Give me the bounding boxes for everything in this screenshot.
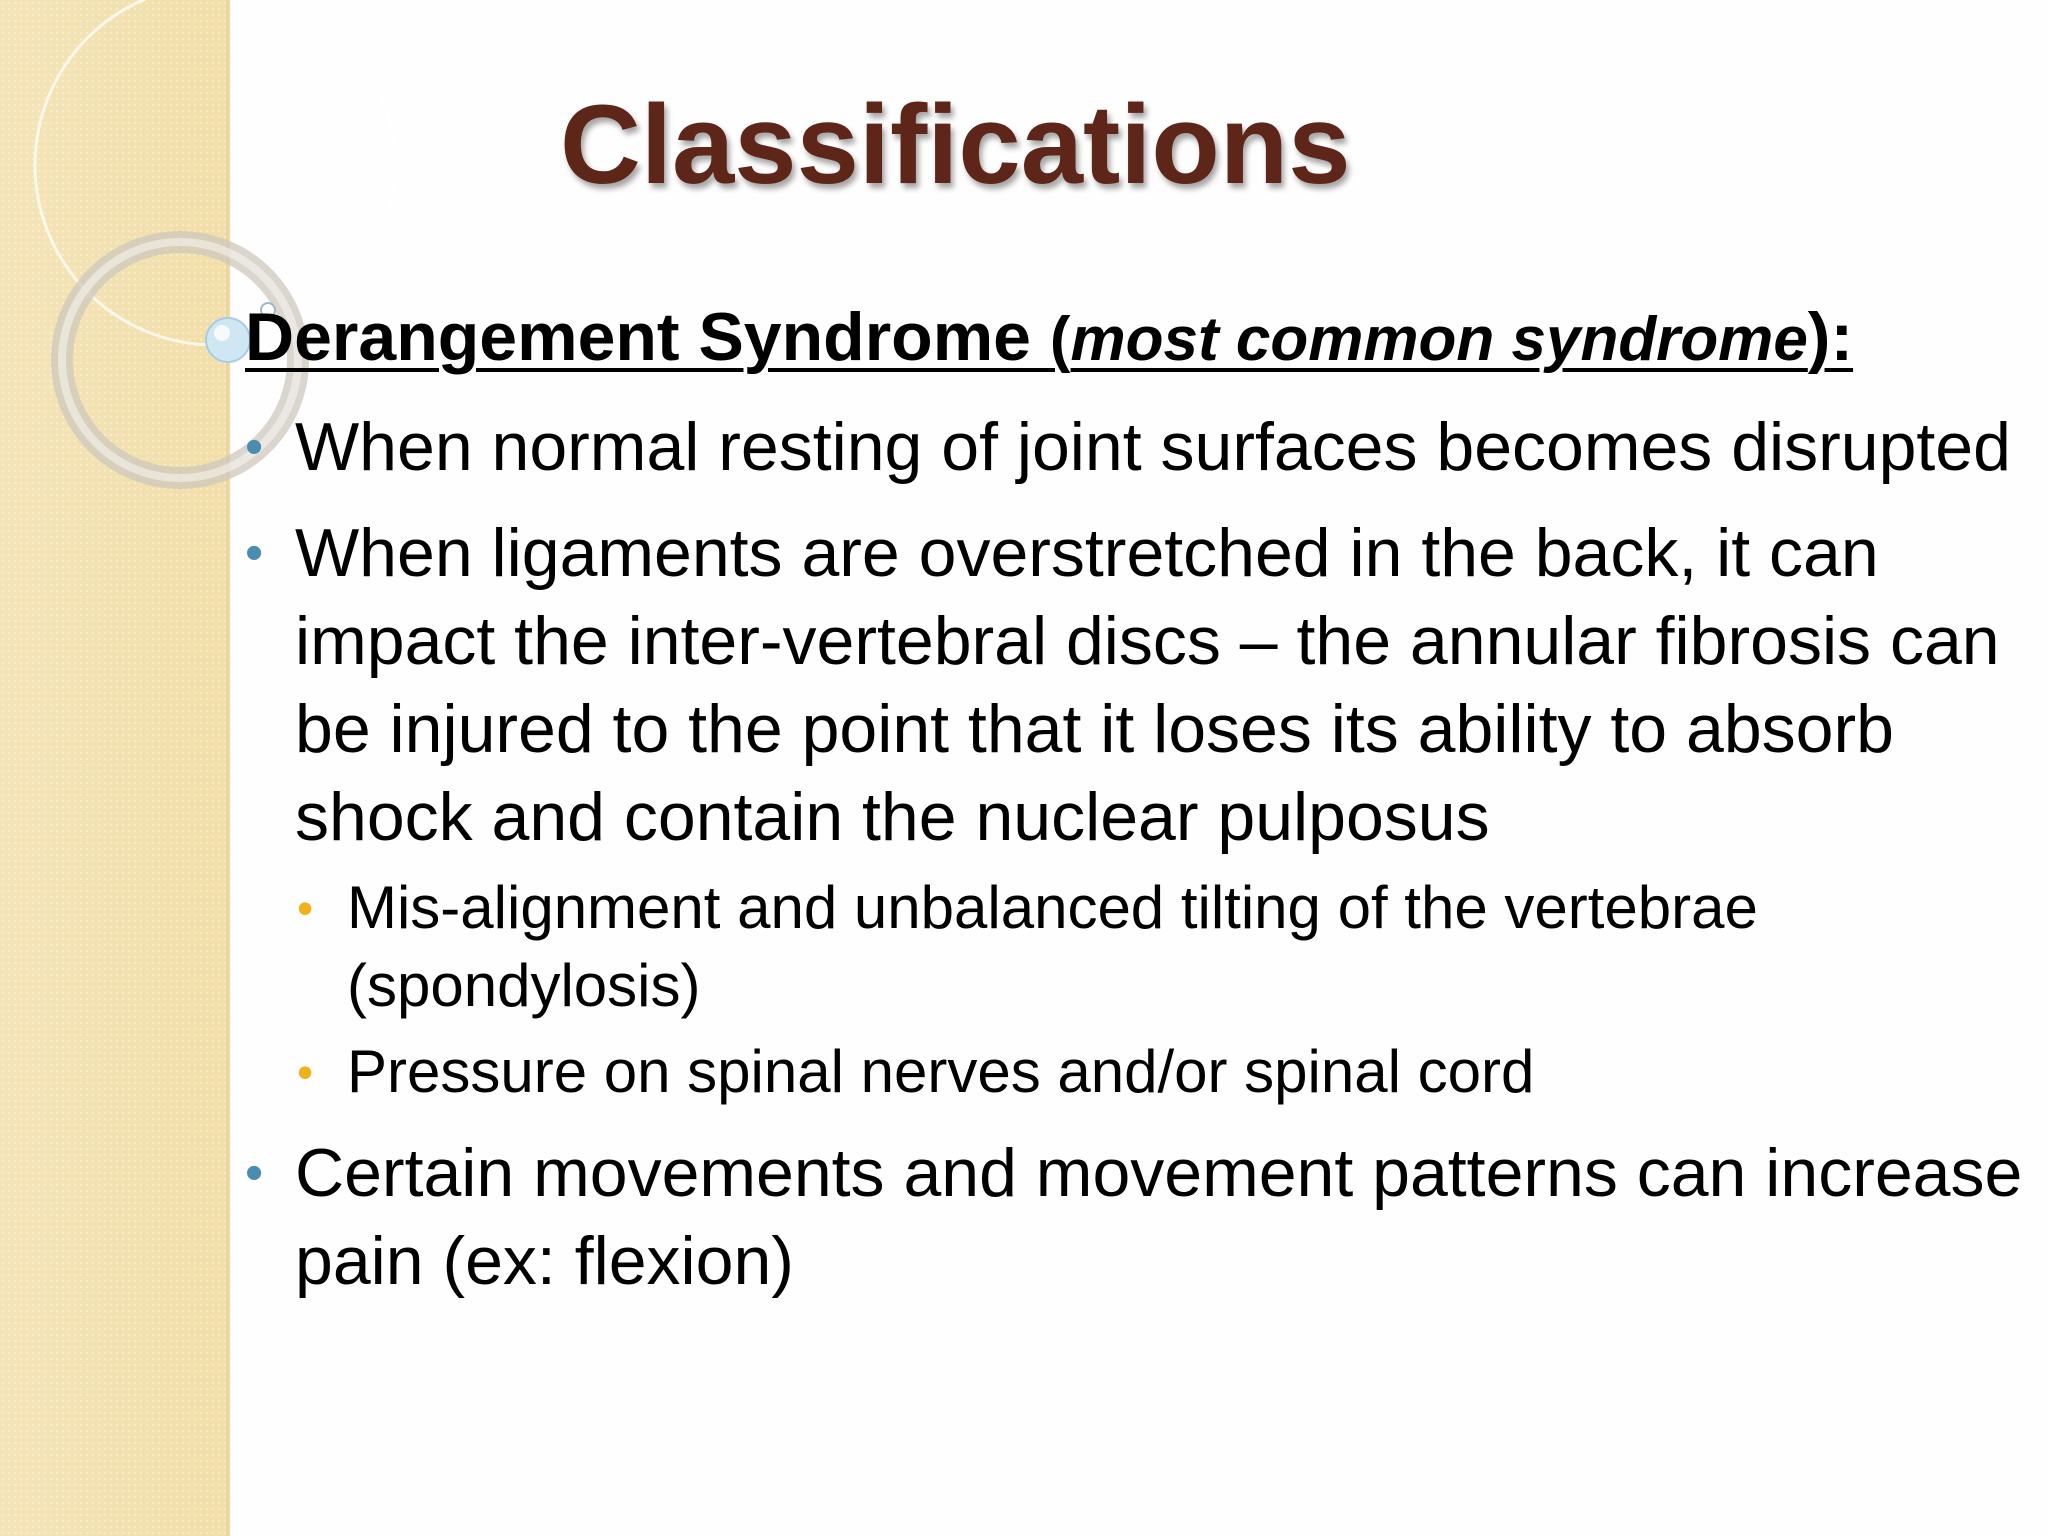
section-heading xyxy=(245,292,2035,385)
deco-bubble-highlight xyxy=(214,325,230,341)
bullet-dot-icon: • xyxy=(245,524,264,582)
deco-bubble xyxy=(206,318,250,362)
bullet-dot-icon: • xyxy=(245,1144,264,1202)
heading-main: Derangement Syndrome xyxy=(245,299,1031,375)
heading-note: most common syndrome xyxy=(1070,305,1808,374)
bullet-dot-icon: • xyxy=(245,418,264,476)
sub-list-item xyxy=(295,1033,2035,1111)
heading-close-paren: ): xyxy=(1807,299,1854,375)
sub-bullet-text: Mis-alignment and unbalanced tilting of the vertebrae (spondylosis) xyxy=(347,874,1758,1019)
sub-bullet-dot-icon: • xyxy=(297,882,314,934)
sub-list-item xyxy=(295,869,2035,1025)
sub-bullet-text: Pressure on spinal nerves and/or spinal cord xyxy=(347,1038,1535,1105)
slide-title: Classifications xyxy=(560,82,1351,207)
list-item xyxy=(245,509,2035,1111)
slide-content xyxy=(245,292,2035,1305)
list-item xyxy=(245,1129,2035,1305)
bullet-text: Certain movements and movement patterns can increase pain (ex: flexion) xyxy=(295,1135,2023,1299)
bullet-text: When normal resting of joint surfaces becomes disrupted xyxy=(295,409,2011,485)
sub-bullet-list xyxy=(295,869,2035,1111)
sub-bullet-dot-icon: • xyxy=(297,1046,314,1098)
list-item xyxy=(245,403,2035,491)
bullet-list xyxy=(245,403,2035,1305)
heading-open-paren: ( xyxy=(1049,305,1071,374)
bullet-text: When ligaments are overstretched in the back, it can impact the inter-vertebral discs – the annular fibrosis can be injured to the point that it loses its ability to absorb shock and contain the nuclear pulposus xyxy=(295,515,2000,855)
